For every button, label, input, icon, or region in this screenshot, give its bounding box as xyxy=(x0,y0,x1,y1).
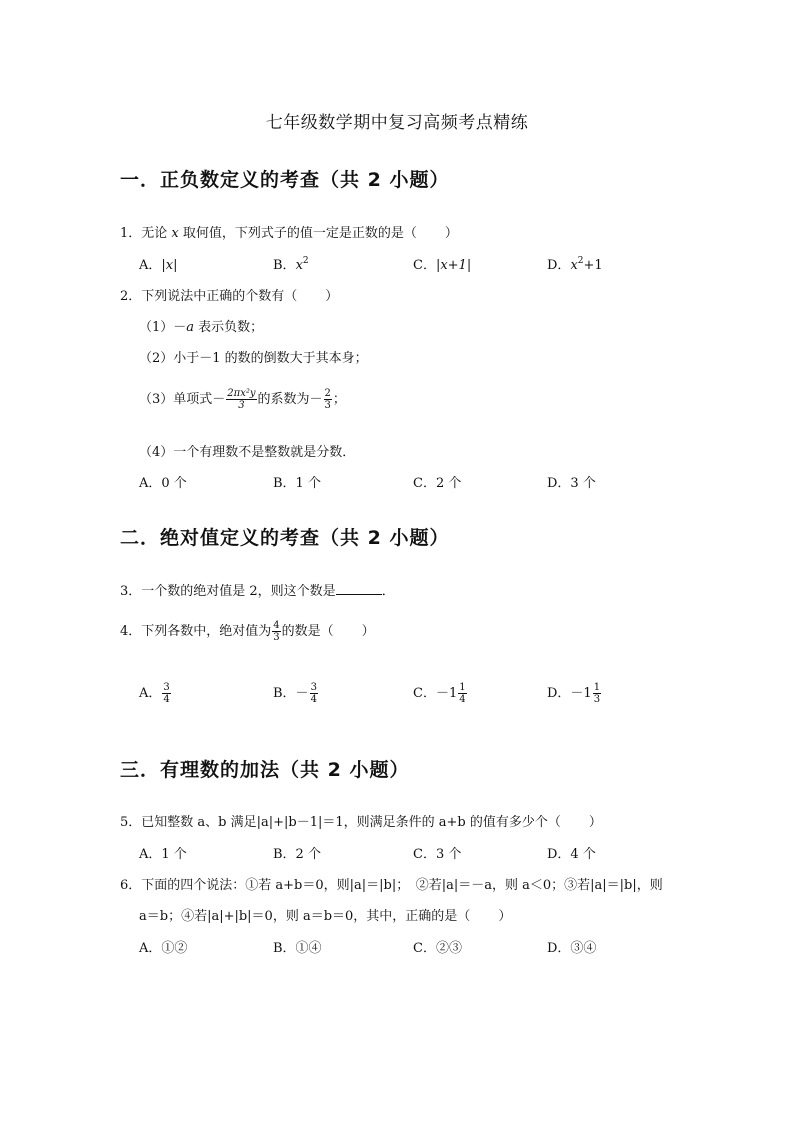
question-5-option-a: A．1 个 xyxy=(139,847,187,862)
section-heading-2: 二．绝对值定义的考查（共 2 小题） xyxy=(120,527,450,549)
question-1-stem: 1．无论 x 取何值，下列式子的值一定是正数的是（ ） xyxy=(120,226,458,241)
fraction-coefficient: $\frac{2}{3}$ xyxy=(324,388,331,411)
question-6-option-d: D．③④ xyxy=(547,941,597,956)
question-2-stem: 2．下列说法中正确的个数有（ ） xyxy=(120,289,339,304)
fraction-four-thirds: $\frac{4}{3}$ xyxy=(273,620,280,643)
question-1-option-b: B．$x^2$ xyxy=(273,256,309,273)
question-5-option-d: D．4 个 xyxy=(547,847,596,862)
question-1-option-a: A．|x| xyxy=(139,258,178,273)
question-6-option-b: B．①④ xyxy=(273,941,322,956)
question-2-statement-1: （1）－a 表示负数； xyxy=(139,320,264,335)
question-2-option-a: A．0 个 xyxy=(139,476,187,491)
section-heading-3: 三．有理数的加法（共 2 小题） xyxy=(120,759,410,781)
question-6-stem-line-2: a＝b；④若|a|+|b|＝0，则 a＝b＝0，其中，正确的是（ ） xyxy=(139,909,512,924)
answer-blank xyxy=(336,582,382,595)
question-5-option-b: B．2 个 xyxy=(273,847,321,862)
question-1-option-c: C．|x+1| xyxy=(413,258,472,273)
section-heading-1: 一．正负数定义的考查（共 2 小题） xyxy=(120,169,450,191)
question-4-option-a: A． $\frac{3}{4}$ xyxy=(139,682,170,705)
question-4-stem: 4．下列各数中，绝对值为 $\frac{4}{3}$ 的数是（ ） xyxy=(120,620,375,643)
question-2-option-b: B．1 个 xyxy=(273,476,321,491)
question-2-statement-2: （2）小于－1 的数的倒数大于其本身； xyxy=(139,351,368,366)
question-4-option-b: B．－ $\frac{3}{4}$ xyxy=(273,682,317,705)
question-4-option-d: D．－1 $\frac{1}{3}$ xyxy=(547,682,601,705)
question-2-option-c: C．2 个 xyxy=(413,476,462,491)
question-2-option-d: D．3 个 xyxy=(547,476,596,491)
question-6-option-c: C．②③ xyxy=(413,941,462,956)
question-1-option-d: D．$x^2+1$ xyxy=(547,256,603,273)
question-2-statement-3: （3）单项式－ $\frac{\text{2πx²y}}{3}$ 的系数为－ $\frac{2}{3}$ ； xyxy=(139,388,346,411)
question-5-stem: 5．已知整数 a、b 满足|a|+|b－1|＝1，则满足条件的 a+b 的值有多少个（ ） xyxy=(120,815,602,830)
page-title: 七年级数学期中复习高频考点精练 xyxy=(265,113,529,133)
question-5-option-c: C．3 个 xyxy=(413,847,462,862)
fraction-monomial: $\frac{\text{2πx²y}}{3}$ xyxy=(227,388,256,411)
question-4-option-c: C．－1 $\frac{1}{4}$ xyxy=(413,682,466,705)
question-6-stem-line-1: 6．下面的四个说法：①若 a+b＝0，则|a|＝|b|； ②若|a|＝－a，则 a＜0；③若|a|＝|b|，则 xyxy=(120,878,663,893)
question-2-statement-4: （4）一个有理数不是整数就是分数． xyxy=(139,445,356,460)
question-6-option-a: A．①② xyxy=(139,941,188,956)
question-3-stem: 3．一个数的绝对值是 2，则这个数是 ． xyxy=(120,584,395,599)
